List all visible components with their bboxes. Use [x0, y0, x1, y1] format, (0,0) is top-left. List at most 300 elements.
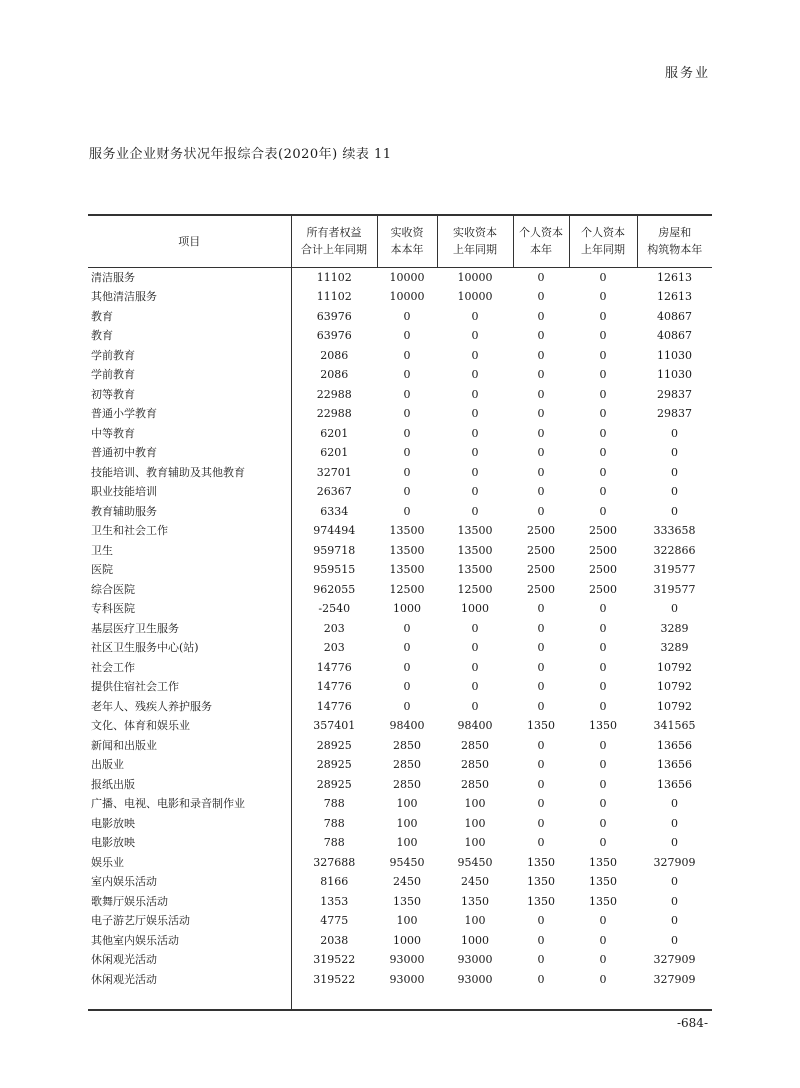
column-header-buildings-current [637, 215, 712, 267]
cell-paid-capital-prev: 0 [471, 407, 479, 420]
table-row [88, 404, 712, 424]
cell-personal-capital-prev: 0 [599, 816, 607, 830]
cell-personal-capital-prev: 0 [599, 972, 607, 986]
row-item-name: 卫生和社会工作 [91, 524, 168, 537]
cell-paid-capital-current: 100 [396, 914, 418, 927]
table-row [88, 443, 712, 463]
cell-buildings-current: 0 [671, 816, 678, 830]
cell-paid-capital-current: 100 [396, 816, 418, 830]
cell-buildings-current: 3289 [660, 621, 689, 635]
cell-prev-equity: 28925 [291, 736, 377, 756]
cell-personal-capital-current: 0 [537, 309, 545, 323]
cell-prev-equity: 8166 [291, 872, 377, 892]
cell-personal-capital-prev: 1350 [589, 875, 617, 888]
table-row [88, 385, 712, 405]
cell-buildings-current: 319577 [653, 582, 696, 596]
cell-personal-capital-current: 2500 [527, 524, 555, 537]
row-item-name: 新闻和出版业 [91, 738, 157, 752]
cell-personal-capital-prev: 0 [599, 797, 607, 810]
row-item-name: 学前教育 [91, 348, 135, 362]
cell-prev-equity: 22988 [291, 385, 377, 405]
cell-buildings-current: 13656 [657, 777, 692, 791]
table-row [88, 326, 712, 346]
cell-paid-capital-prev: 0 [471, 426, 479, 440]
column-header-line1: 房屋和 [658, 226, 692, 240]
table-row [88, 853, 712, 873]
cell-prev-equity: 32701 [291, 463, 377, 483]
spacer-cell [291, 989, 377, 1010]
spacer-cell [513, 989, 569, 1010]
cell-personal-capital-prev: 0 [599, 270, 607, 284]
cell-personal-capital-current: 0 [537, 290, 545, 303]
spacer-cell [437, 989, 513, 1010]
cell-personal-capital-prev: 0 [599, 602, 607, 615]
cell-personal-capital-prev: 1350 [589, 894, 617, 908]
cell-paid-capital-current: 1350 [393, 894, 421, 908]
cell-buildings-current: 0 [671, 836, 678, 849]
cell-personal-capital-current: 0 [537, 680, 545, 693]
table-row [88, 911, 712, 931]
table-row [88, 736, 712, 756]
cell-buildings-current: 0 [671, 894, 678, 908]
cell-paid-capital-prev: 2850 [461, 777, 489, 791]
cell-personal-capital-prev: 0 [599, 699, 607, 713]
table-row [88, 541, 712, 561]
cell-personal-capital-current: 0 [537, 504, 545, 518]
cell-paid-capital-current: 13500 [389, 524, 425, 537]
cell-buildings-current: 322866 [653, 543, 696, 557]
cell-personal-capital-current: 1350 [527, 875, 555, 888]
cell-personal-capital-prev: 0 [599, 641, 607, 654]
row-item-name: 歌舞厅娱乐活动 [91, 894, 168, 908]
table-row [88, 755, 712, 775]
table-row [88, 267, 712, 287]
cell-paid-capital-prev: 2450 [461, 875, 489, 888]
cell-paid-capital-prev: 0 [471, 348, 479, 362]
cell-personal-capital-current: 0 [537, 485, 545, 498]
row-item-name: 社会工作 [91, 660, 135, 674]
table-row [88, 307, 712, 327]
row-item-name: 提供住宿社会工作 [91, 680, 179, 693]
cell-paid-capital-current: 98400 [389, 719, 425, 732]
spacer-cell [88, 989, 291, 1010]
cell-paid-capital-current: 0 [403, 680, 411, 693]
cell-personal-capital-prev: 2500 [589, 524, 617, 537]
cell-personal-capital-current: 0 [537, 953, 545, 966]
row-item-name: 电影放映 [91, 816, 135, 830]
cell-prev-equity: 11102 [291, 267, 377, 287]
cell-buildings-current: 10792 [657, 680, 692, 693]
row-item-name: 初等教育 [91, 387, 135, 401]
cell-personal-capital-current: 0 [537, 699, 545, 713]
cell-buildings-current: 0 [671, 446, 678, 459]
column-header-line1: 实收资本 [453, 226, 497, 240]
table-row [88, 560, 712, 580]
cell-paid-capital-current: 0 [403, 368, 411, 381]
row-item-name: 电子游艺厅娱乐活动 [91, 914, 190, 927]
cell-personal-capital-prev: 0 [599, 465, 607, 479]
cell-buildings-current: 3289 [660, 641, 689, 654]
cell-paid-capital-current: 13500 [389, 563, 425, 576]
column-header-line1: 实收资 [390, 226, 424, 240]
cell-paid-capital-prev: 13500 [457, 524, 493, 537]
column-header-item [88, 215, 291, 267]
cell-prev-equity: 788 [291, 833, 377, 853]
cell-paid-capital-prev: 0 [471, 446, 479, 459]
cell-prev-equity: 6334 [291, 502, 377, 522]
row-item-name: 普通初中教育 [91, 446, 157, 459]
row-item-name: 清洁服务 [91, 270, 135, 284]
table-row [88, 365, 712, 385]
cell-paid-capital-current: 2450 [393, 875, 421, 888]
cell-personal-capital-current: 0 [537, 446, 545, 459]
table-row [88, 814, 712, 834]
table-row [88, 502, 712, 522]
cell-prev-equity: 327688 [291, 853, 377, 873]
cell-paid-capital-prev: 0 [471, 641, 479, 654]
row-item-name: 报纸出版 [91, 777, 135, 791]
cell-personal-capital-current: 2500 [527, 563, 555, 576]
cell-personal-capital-current: 0 [537, 426, 545, 440]
cell-personal-capital-current: 0 [537, 816, 545, 830]
column-header-line1: 个人资本 [581, 226, 625, 240]
cell-buildings-current: 40867 [657, 309, 692, 323]
cell-buildings-current: 333658 [653, 524, 696, 537]
cell-paid-capital-current: 0 [403, 621, 411, 635]
cell-paid-capital-current: 0 [403, 407, 411, 420]
table-row [88, 970, 712, 990]
cell-personal-capital-current: 0 [537, 602, 545, 615]
cell-prev-equity: 11102 [291, 287, 377, 307]
cell-paid-capital-prev: 10000 [457, 270, 493, 284]
cell-buildings-current: 10792 [657, 660, 692, 674]
cell-prev-equity: 28925 [291, 755, 377, 775]
cell-personal-capital-current: 0 [537, 348, 545, 362]
cell-paid-capital-prev: 0 [471, 504, 479, 518]
cell-paid-capital-current: 100 [396, 797, 418, 810]
cell-buildings-current: 13656 [657, 758, 692, 771]
cell-personal-capital-prev: 0 [599, 738, 607, 752]
table-row [88, 638, 712, 658]
cell-paid-capital-prev: 2850 [461, 758, 489, 771]
cell-paid-capital-current: 0 [403, 699, 411, 713]
cell-personal-capital-current: 1350 [527, 855, 555, 869]
cell-buildings-current: 0 [671, 485, 678, 498]
cell-personal-capital-prev: 0 [599, 368, 607, 381]
cell-paid-capital-prev: 0 [471, 387, 479, 401]
cell-personal-capital-prev: 0 [599, 777, 607, 791]
cell-buildings-current: 0 [671, 504, 678, 518]
cell-paid-capital-prev: 98400 [457, 719, 493, 732]
table-row [88, 482, 712, 502]
cell-personal-capital-current: 0 [537, 641, 545, 654]
cell-paid-capital-current: 2850 [393, 738, 421, 752]
cell-paid-capital-current: 0 [403, 387, 411, 401]
cell-prev-equity: 14776 [291, 658, 377, 678]
row-item-name: 卫生 [91, 543, 113, 557]
row-item-name: 娱乐业 [91, 855, 124, 869]
cell-buildings-current: 0 [671, 914, 678, 927]
table-row [88, 463, 712, 483]
cell-prev-equity: 14776 [291, 697, 377, 717]
cell-paid-capital-prev: 2850 [461, 738, 489, 752]
table-row [88, 716, 712, 736]
cell-prev-equity: 28925 [291, 775, 377, 795]
table-row [88, 950, 712, 970]
table-row [88, 658, 712, 678]
cell-personal-capital-prev: 0 [599, 621, 607, 635]
cell-personal-capital-prev: 2500 [589, 563, 617, 576]
cell-paid-capital-current: 0 [403, 309, 411, 323]
cell-buildings-current: 12613 [657, 270, 692, 284]
cell-personal-capital-prev: 0 [599, 485, 607, 498]
cell-personal-capital-prev: 0 [599, 426, 607, 440]
row-item-name: 休闲观光活动 [91, 953, 157, 966]
column-header-line2: 本本年 [390, 243, 424, 257]
table-row [88, 580, 712, 600]
cell-buildings-current: 341565 [653, 719, 696, 732]
cell-buildings-current: 10792 [657, 699, 692, 713]
column-header-paid-capital-current [377, 215, 437, 267]
row-item-name: 老年人、残疾人养护服务 [91, 699, 212, 713]
cell-personal-capital-prev: 0 [599, 933, 607, 947]
cell-personal-capital-current: 0 [537, 777, 545, 791]
cell-prev-equity: 959718 [291, 541, 377, 561]
cell-personal-capital-prev: 2500 [589, 543, 617, 557]
spacer-cell [569, 989, 637, 1010]
cell-personal-capital-current: 0 [537, 972, 545, 986]
cell-buildings-current: 0 [671, 465, 678, 479]
row-item-name: 文化、体育和娱乐业 [91, 719, 190, 732]
column-header-paid-capital-prev [437, 215, 513, 267]
table-row [88, 346, 712, 366]
column-header-prev-equity [291, 215, 377, 267]
cell-prev-equity: 2086 [291, 365, 377, 385]
cell-prev-equity: 14776 [291, 677, 377, 697]
cell-paid-capital-current: 93000 [389, 953, 425, 966]
cell-personal-capital-prev: 1350 [589, 719, 617, 732]
cell-buildings-current: 40867 [657, 329, 692, 342]
table-row [88, 287, 712, 307]
cell-buildings-current: 0 [671, 602, 678, 615]
cell-paid-capital-current: 2850 [393, 758, 421, 771]
cell-personal-capital-current: 0 [537, 387, 545, 401]
table-bottom-spacer [88, 989, 712, 1010]
cell-paid-capital-current: 2850 [393, 777, 421, 791]
cell-personal-capital-current: 0 [537, 270, 545, 284]
table-row [88, 872, 712, 892]
cell-paid-capital-prev: 1350 [461, 894, 489, 908]
cell-paid-capital-current: 0 [403, 485, 411, 498]
cell-prev-equity: 319522 [291, 970, 377, 990]
running-head: 服务业 [664, 66, 710, 81]
row-item-name: 教育 [91, 329, 113, 342]
cell-prev-equity: 63976 [291, 307, 377, 327]
cell-personal-capital-current: 0 [537, 407, 545, 420]
cell-prev-equity: 26367 [291, 482, 377, 502]
cell-paid-capital-current: 12500 [389, 582, 425, 596]
column-header-line2: 合计上年同期 [301, 243, 367, 257]
row-item-name: 医院 [91, 563, 113, 576]
cell-paid-capital-current: 100 [396, 836, 418, 849]
cell-personal-capital-prev: 1350 [589, 855, 617, 869]
cell-personal-capital-current: 0 [537, 933, 545, 947]
cell-paid-capital-current: 1000 [393, 933, 421, 947]
cell-personal-capital-current: 0 [537, 914, 545, 927]
cell-buildings-current: 327909 [653, 972, 696, 986]
table-row [88, 697, 712, 717]
cell-personal-capital-current: 0 [537, 368, 545, 381]
cell-paid-capital-current: 0 [403, 465, 411, 479]
row-item-name: 休闲观光活动 [91, 972, 157, 986]
cell-buildings-current: 0 [671, 875, 678, 888]
cell-personal-capital-prev: 2500 [589, 582, 617, 596]
row-item-name: 社区卫生服务中心(站) [91, 641, 199, 654]
cell-personal-capital-current: 2500 [527, 543, 555, 557]
cell-personal-capital-current: 0 [537, 797, 545, 810]
cell-personal-capital-prev: 0 [599, 504, 607, 518]
row-item-name: 教育 [91, 309, 113, 323]
cell-prev-equity: 4775 [291, 911, 377, 931]
row-item-name: 学前教育 [91, 368, 135, 381]
cell-buildings-current: 327909 [653, 953, 696, 966]
cell-paid-capital-prev: 10000 [457, 290, 493, 303]
cell-prev-equity: 357401 [291, 716, 377, 736]
table-title: 服务业企业财务状况年报综合表(2020年) 续表 11 [89, 147, 392, 162]
cell-paid-capital-current: 10000 [389, 270, 425, 284]
cell-paid-capital-prev: 1000 [461, 933, 489, 947]
table-row [88, 833, 712, 853]
column-header-line1: 所有者权益 [306, 226, 362, 240]
cell-paid-capital-prev: 0 [471, 699, 479, 713]
cell-personal-capital-prev: 0 [599, 407, 607, 420]
cell-prev-equity: 788 [291, 814, 377, 834]
column-header-personal-capital-current [513, 215, 569, 267]
row-item-name: 普通小学教育 [91, 407, 157, 420]
cell-paid-capital-current: 93000 [389, 972, 425, 986]
column-header-line1: 个人资本 [519, 226, 563, 240]
cell-paid-capital-current: 0 [403, 329, 411, 342]
cell-buildings-current: 0 [671, 426, 678, 440]
cell-personal-capital-current: 1350 [527, 719, 555, 732]
cell-prev-equity: 959515 [291, 560, 377, 580]
cell-personal-capital-prev: 0 [599, 446, 607, 459]
cell-paid-capital-current: 13500 [389, 543, 425, 557]
cell-personal-capital-prev: 0 [599, 914, 607, 927]
cell-paid-capital-current: 95450 [389, 855, 425, 869]
cell-personal-capital-current: 2500 [527, 582, 555, 596]
cell-personal-capital-current: 0 [537, 329, 545, 342]
cell-prev-equity: 203 [291, 638, 377, 658]
table-body [88, 267, 712, 1010]
table-row [88, 521, 712, 541]
row-item-name: 电影放映 [91, 836, 135, 849]
table-row [88, 931, 712, 951]
cell-paid-capital-current: 1000 [393, 602, 421, 615]
cell-paid-capital-prev: 0 [471, 465, 479, 479]
column-header-line2: 上年同期 [581, 243, 625, 257]
cell-personal-capital-current: 1350 [527, 894, 555, 908]
row-item-name: 技能培训、教育辅助及其他教育 [91, 465, 245, 479]
row-item-name: 综合医院 [91, 582, 135, 596]
cell-prev-equity: 2038 [291, 931, 377, 951]
row-item-name: 广播、电视、电影和录音制作业 [91, 797, 245, 810]
cell-paid-capital-current: 0 [403, 641, 411, 654]
header-row [88, 215, 712, 267]
cell-buildings-current: 319577 [653, 563, 696, 576]
row-item-name: 其他室内娱乐活动 [91, 933, 179, 947]
cell-personal-capital-current: 0 [537, 660, 545, 674]
cell-paid-capital-prev: 0 [471, 485, 479, 498]
cell-paid-capital-prev: 0 [471, 329, 479, 342]
table-row [88, 619, 712, 639]
cell-prev-equity: 2086 [291, 346, 377, 366]
row-item-name: 基层医疗卫生服务 [91, 621, 179, 635]
cell-personal-capital-prev: 0 [599, 329, 607, 342]
cell-paid-capital-prev: 1000 [461, 602, 489, 615]
cell-prev-equity: -2540 [291, 599, 377, 619]
cell-personal-capital-current: 0 [537, 836, 545, 849]
cell-personal-capital-prev: 0 [599, 387, 607, 401]
cell-buildings-current: 11030 [657, 368, 692, 381]
cell-personal-capital-prev: 0 [599, 680, 607, 693]
cell-paid-capital-current: 0 [403, 504, 411, 518]
table-row [88, 775, 712, 795]
cell-paid-capital-prev: 0 [471, 680, 479, 693]
cell-prev-equity: 962055 [291, 580, 377, 600]
row-item-name: 其他清洁服务 [91, 290, 157, 303]
cell-paid-capital-current: 10000 [389, 290, 425, 303]
cell-buildings-current: 11030 [657, 348, 692, 362]
cell-buildings-current: 29837 [657, 407, 692, 420]
cell-personal-capital-current: 0 [537, 465, 545, 479]
cell-prev-equity: 6201 [291, 424, 377, 444]
cell-buildings-current: 29837 [657, 387, 692, 401]
column-header-personal-capital-prev [569, 215, 637, 267]
cell-paid-capital-current: 0 [403, 426, 411, 440]
column-header-line2: 上年同期 [453, 243, 497, 257]
column-header-line2: 本年 [530, 243, 552, 257]
row-item-name: 室内娱乐活动 [91, 875, 157, 888]
cell-prev-equity: 203 [291, 619, 377, 639]
data-table [88, 214, 712, 1011]
table-row [88, 677, 712, 697]
cell-personal-capital-prev: 0 [599, 836, 607, 849]
row-item-name: 职业技能培训 [91, 485, 157, 498]
cell-prev-equity: 974494 [291, 521, 377, 541]
cell-paid-capital-prev: 0 [471, 621, 479, 635]
cell-paid-capital-prev: 13500 [457, 543, 493, 557]
cell-buildings-current: 12613 [657, 290, 692, 303]
cell-buildings-current: 327909 [653, 855, 696, 869]
cell-buildings-current: 0 [671, 933, 678, 947]
cell-personal-capital-prev: 0 [599, 953, 607, 966]
cell-paid-capital-prev: 100 [464, 816, 486, 830]
cell-personal-capital-prev: 0 [599, 758, 607, 771]
table-row [88, 599, 712, 619]
cell-personal-capital-current: 0 [537, 758, 545, 771]
cell-paid-capital-prev: 100 [464, 914, 486, 927]
cell-personal-capital-prev: 0 [599, 348, 607, 362]
cell-prev-equity: 6201 [291, 443, 377, 463]
cell-prev-equity: 788 [291, 794, 377, 814]
cell-paid-capital-prev: 0 [471, 368, 479, 381]
cell-personal-capital-prev: 0 [599, 290, 607, 303]
cell-paid-capital-prev: 13500 [457, 563, 493, 576]
cell-paid-capital-prev: 12500 [457, 582, 493, 596]
row-item-name: 专科医院 [91, 602, 135, 615]
cell-personal-capital-prev: 0 [599, 660, 607, 674]
